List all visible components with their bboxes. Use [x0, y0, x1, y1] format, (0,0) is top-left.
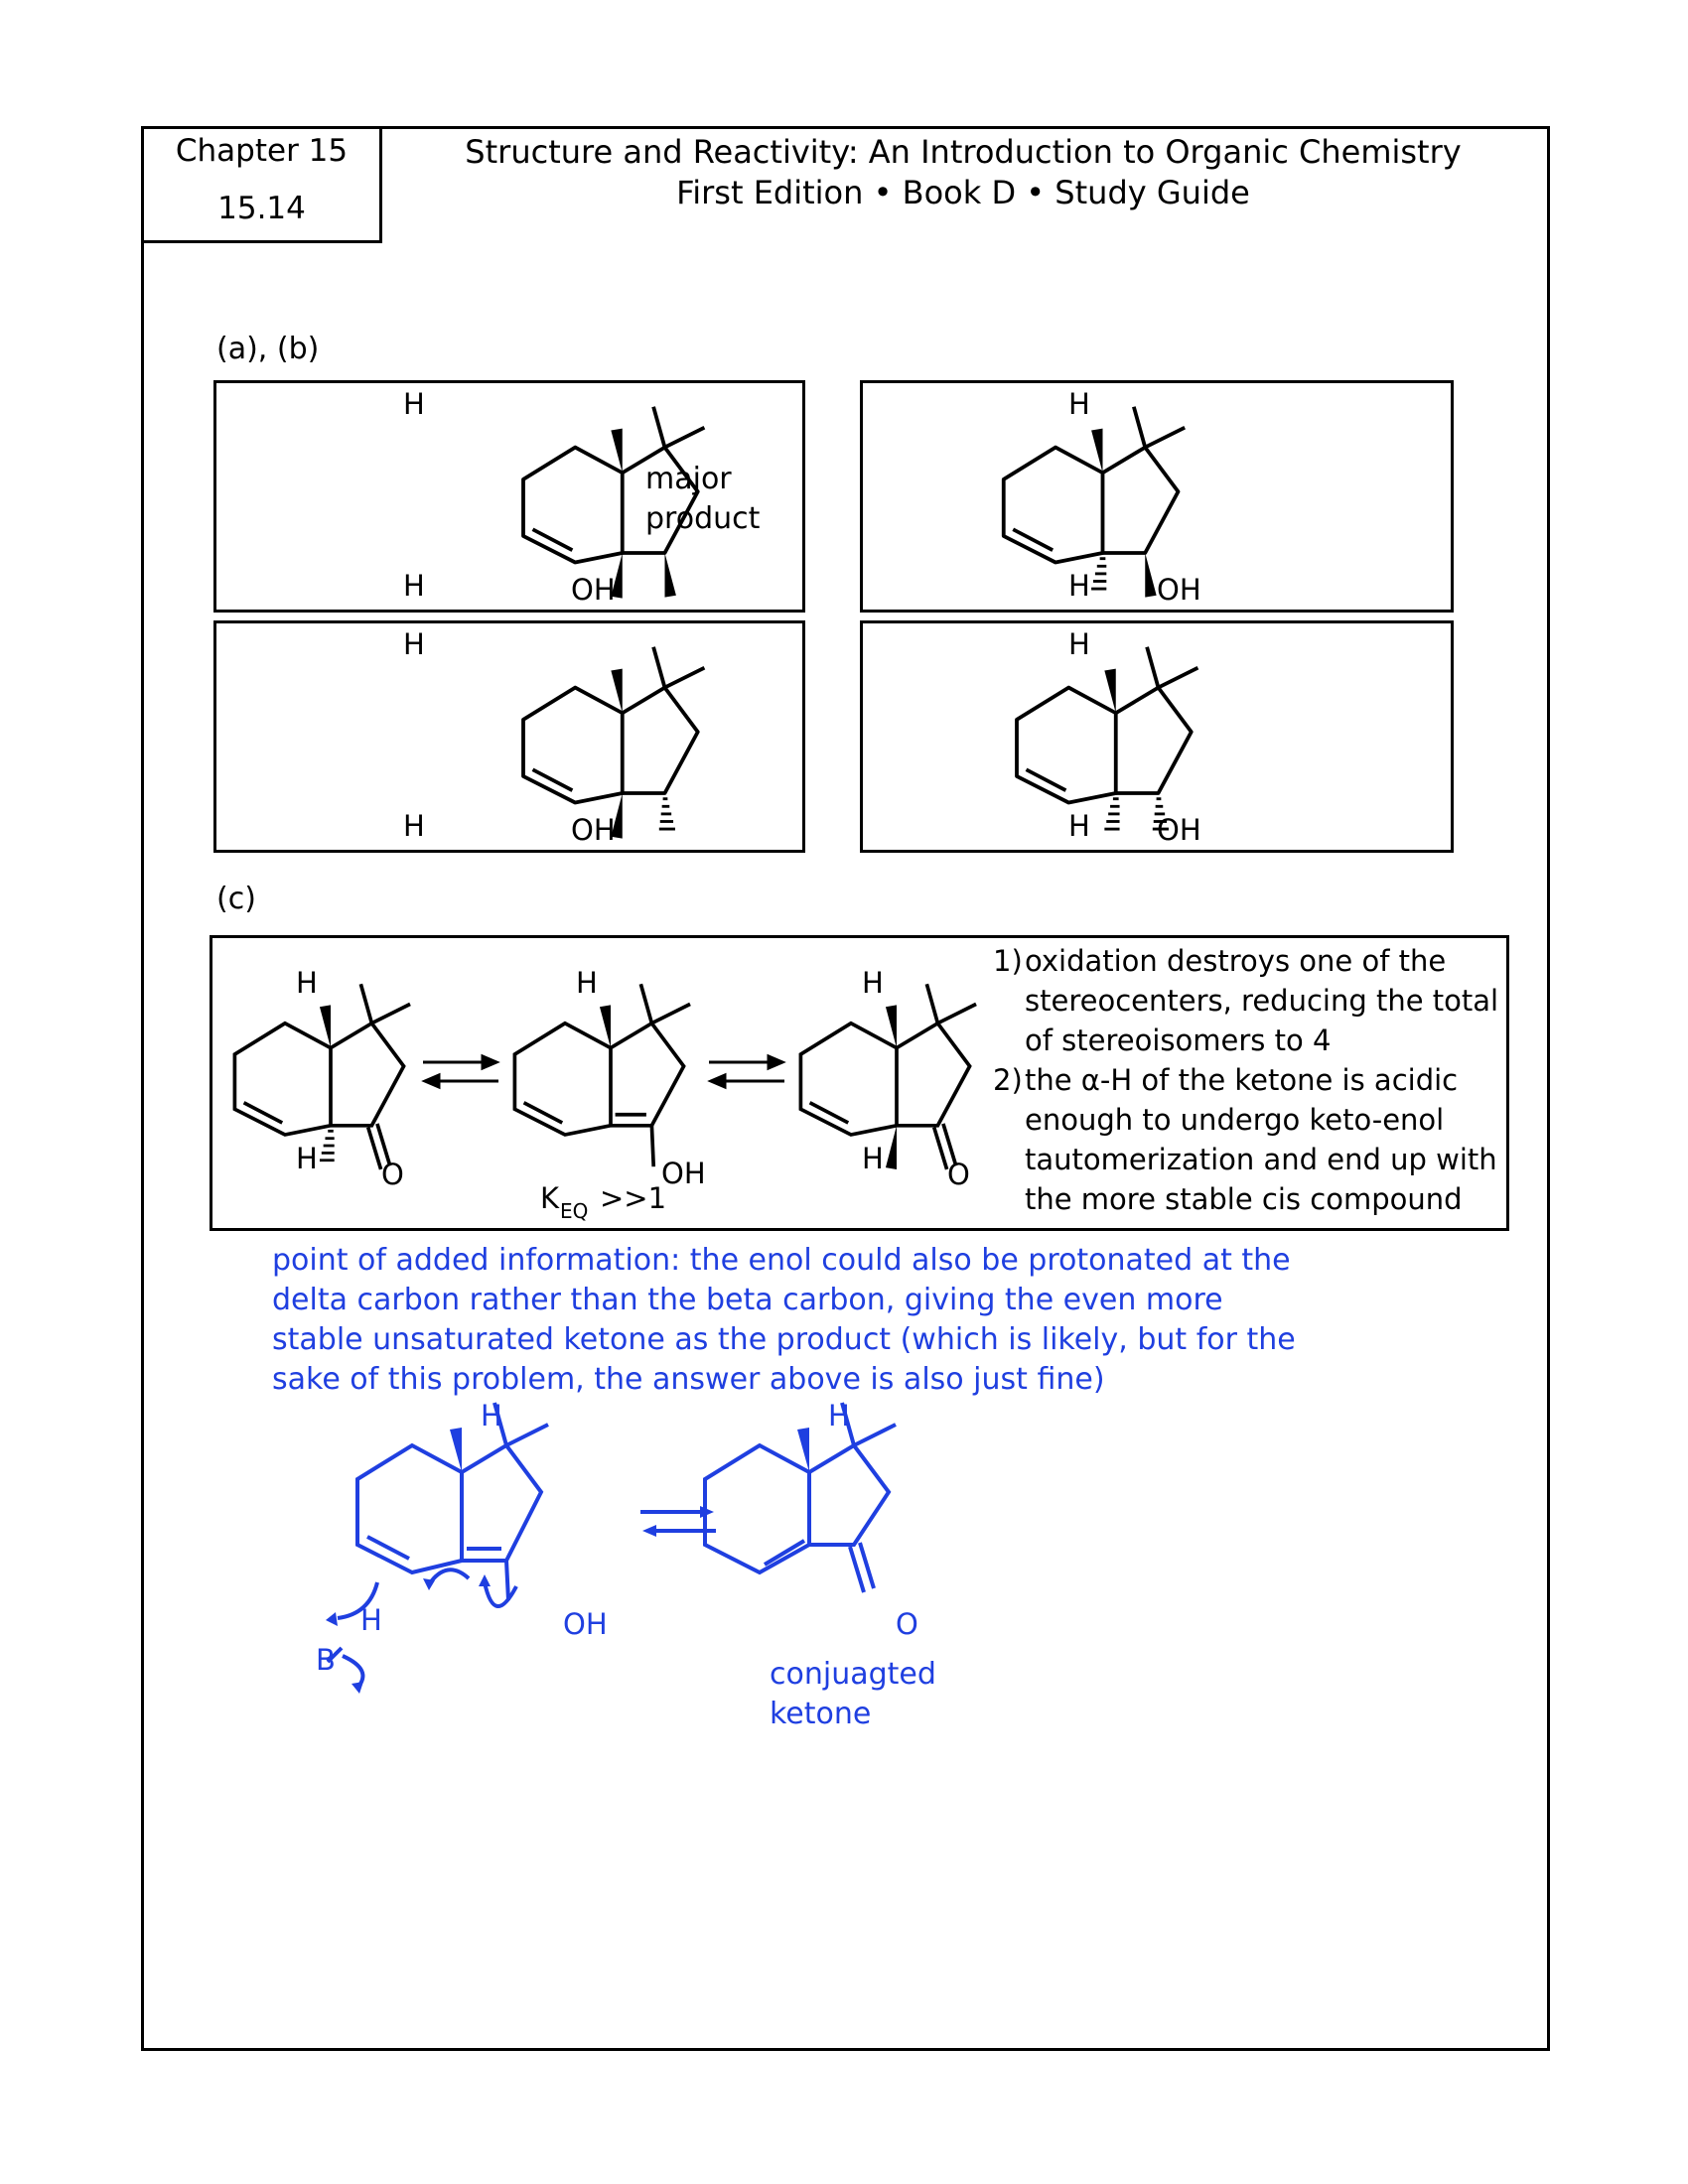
major-label-line2: product: [645, 501, 761, 536]
caption-line2: ketone: [770, 1697, 872, 1731]
keq-subscript: EQ: [560, 1199, 589, 1223]
atom-h-bottom: H: [1068, 569, 1090, 603]
atom-h-acid: H: [360, 1603, 382, 1637]
atom-h-bottom: H: [403, 809, 425, 843]
atom-o-ketone: O: [896, 1607, 918, 1641]
atom-oh: OH: [571, 573, 616, 607]
part-ab-label: (a), (b): [216, 332, 320, 366]
part-c-label: (c): [216, 882, 256, 916]
atom-h-bottom: H: [862, 1142, 884, 1175]
keq-k: K: [540, 1181, 560, 1215]
atom-oh: OH: [661, 1157, 706, 1190]
note-number: 1): [993, 944, 1023, 978]
book-title-line1: Structure and Reactivity: An Introduction to Organic Chemistry: [465, 133, 1462, 171]
atom-h-top: H: [862, 966, 884, 1000]
keq-value: >>1: [600, 1181, 667, 1215]
atom-o: O: [381, 1158, 404, 1191]
atom-oh: OH: [1157, 813, 1201, 847]
added-information-text: point of added information: the enol could also be protonated at the delta carbon rather than the beta carbon, giving the even more stable unsaturated ketone as the product (which is likely, but for the sake of this problem, the answer above is also just fine): [272, 1243, 1296, 1397]
atom-h-ketone: H: [828, 1399, 850, 1433]
atom-h-top: H: [1068, 627, 1090, 661]
caption-line1: conjuagted: [770, 1657, 936, 1692]
atom-h-bottom: H: [296, 1142, 318, 1175]
atom-h-bottom: H: [1068, 809, 1090, 843]
atom-oh: OH: [1157, 573, 1201, 607]
atom-h-top: H: [1068, 387, 1090, 421]
atom-oh-enol: OH: [563, 1607, 608, 1641]
note-text: the α-H of the ketone is acidic enough to undergo keto-enol tautomerization and end up with the more stable cis compound: [1025, 1063, 1497, 1216]
atom-b-base: B: [316, 1643, 336, 1677]
atom-h-bottom: H: [403, 569, 425, 603]
section-number: 15.14: [217, 191, 306, 226]
atom-h-top: H: [403, 627, 425, 661]
chapter-label: Chapter 15: [175, 133, 349, 169]
book-title-line2: First Edition • Book D • Study Guide: [676, 174, 1250, 211]
atom-h-top: H: [403, 387, 425, 421]
note-number: 2): [993, 1063, 1023, 1097]
major-label-line1: major: [645, 462, 732, 496]
atom-h-enol: H: [481, 1399, 502, 1433]
atom-o: O: [947, 1158, 970, 1191]
atom-h-top: H: [576, 966, 598, 1000]
note-text: oxidation destroys one of the stereocenters, reducing the total of stereoisomers to 4: [1025, 944, 1499, 1057]
atom-h-top: H: [296, 966, 318, 1000]
atom-oh: OH: [571, 813, 616, 847]
